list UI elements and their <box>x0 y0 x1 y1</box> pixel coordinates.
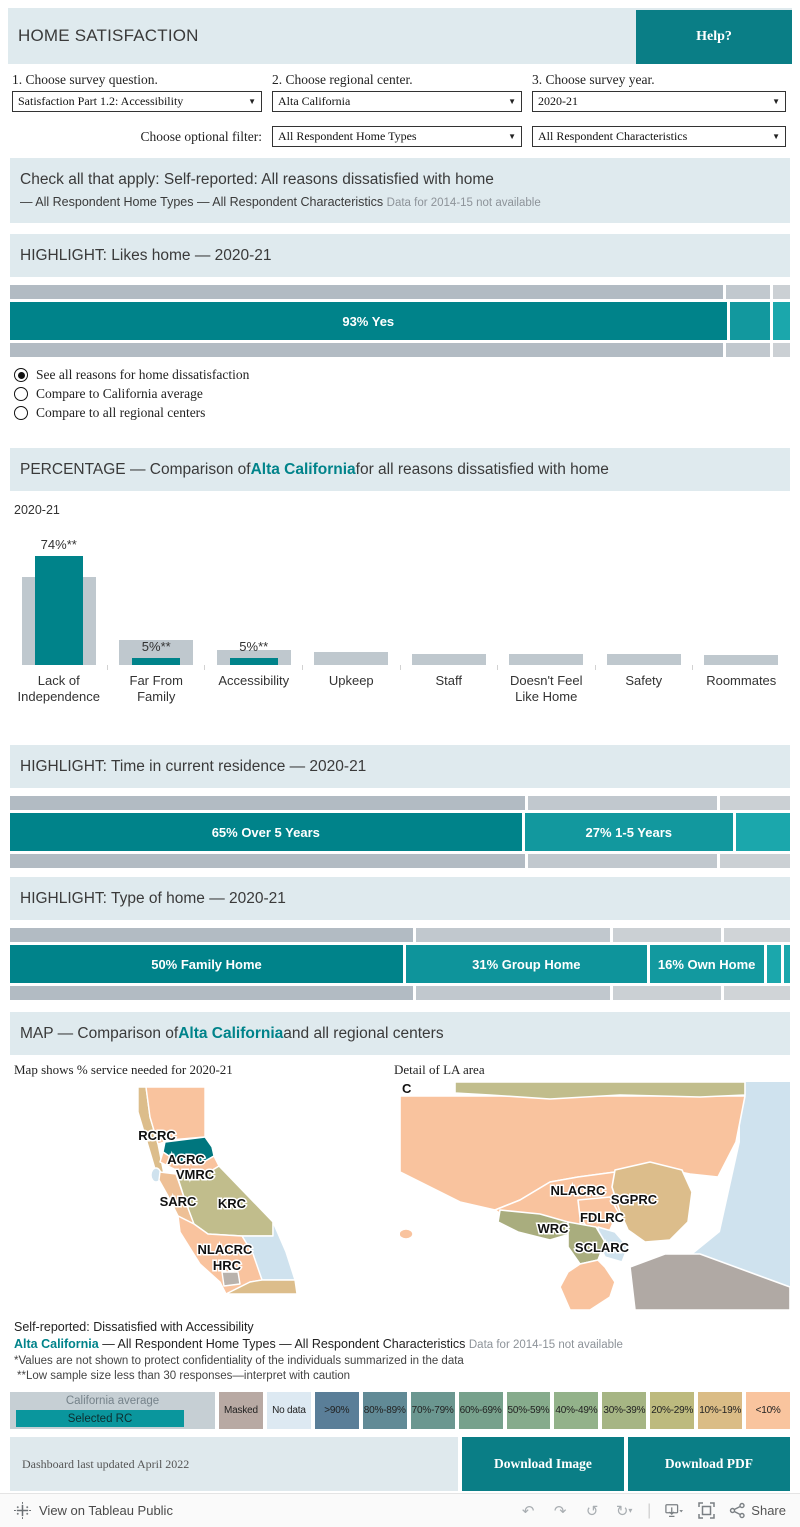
map-region-label: HRC <box>212 1258 242 1273</box>
chart-year-label: 2020-21 <box>14 503 60 517</box>
bar-segment[interactable]: 16% Own Home <box>650 945 764 983</box>
map-region-label: VMRC <box>175 1167 215 1182</box>
legend-swatch: 70%-79% <box>411 1392 455 1429</box>
color-legend <box>10 1392 790 1429</box>
help-button[interactable]: Help? <box>636 10 792 64</box>
comparison-segment[interactable] <box>10 285 723 299</box>
bar-segment[interactable]: 27% 1-5 Years <box>525 813 733 851</box>
selected-rc-name: Alta California <box>250 460 356 478</box>
footnote-confidentiality: *Values are not shown to protect confidentiality of the individuals summarized in the data <box>14 1355 464 1367</box>
filter-survey-year <box>532 72 786 112</box>
toolbar-divider: | <box>647 1501 652 1519</box>
section-text: and all regional centers <box>283 1024 444 1042</box>
legend-selected-rc-key <box>10 1392 215 1429</box>
section-type-home: HIGHLIGHT: Type of home — 2020-21 <box>10 877 790 920</box>
footnote-note: Data for 2014-15 not available <box>468 1339 623 1351</box>
legend-swatch: 20%-29% <box>650 1392 694 1429</box>
toolbar-actions <box>519 1502 786 1520</box>
radio-icon <box>14 387 28 401</box>
bar-segment[interactable]: 31% Group Home <box>406 945 647 983</box>
selected-value: All Respondent Home Types <box>278 129 417 143</box>
section-percentage <box>10 448 790 491</box>
radio-label: Compare to California average <box>36 386 203 401</box>
survey-year-select[interactable] <box>532 91 786 112</box>
california-average-bar[interactable] <box>607 654 681 665</box>
chart-column[interactable] <box>108 527 206 665</box>
map-left-caption: Map shows % service needed for 2020-21 <box>14 1062 233 1077</box>
radio-compare-all-rc[interactable] <box>14 405 786 421</box>
section-text: MAP — Comparison of <box>20 1024 179 1042</box>
comparison-segment[interactable] <box>773 285 790 299</box>
map-captions <box>0 1062 800 1078</box>
undo-icon[interactable]: ↶ <box>521 1502 535 1520</box>
percentage-bar-chart <box>10 527 790 705</box>
type-home-stacked-bar[interactable] <box>10 928 790 1000</box>
home-types-select[interactable] <box>272 126 522 147</box>
comparison-bar[interactable] <box>10 796 790 810</box>
map-region-label: FDLRC <box>579 1210 625 1225</box>
comparison-segment[interactable] <box>720 854 790 868</box>
section-map <box>10 1012 790 1055</box>
comparison-segment[interactable] <box>613 928 721 942</box>
map-partial-label: C <box>402 1082 412 1096</box>
map-region-label: SARC <box>159 1194 197 1209</box>
chart-column[interactable] <box>595 527 693 665</box>
radio-see-all-reasons[interactable] <box>14 367 786 383</box>
banner-note: Data for 2014-15 not available <box>386 197 541 209</box>
comparison-segment[interactable] <box>724 928 790 942</box>
value-bar[interactable] <box>10 813 790 851</box>
bar-value-label: 74%** <box>40 537 77 553</box>
banner-question: Check all that apply: Self-reported: All reasons dissatisfied with home <box>20 171 494 188</box>
filter-label: 3. Choose survey year. <box>532 72 655 87</box>
california-map[interactable] <box>10 1082 400 1310</box>
chart-column[interactable] <box>10 527 108 665</box>
map-region-label: NLACRC <box>550 1183 606 1198</box>
characteristics-select[interactable] <box>532 126 786 147</box>
la-detail-map[interactable] <box>400 1082 790 1310</box>
section-text: for all reasons dissatisfied with home <box>355 460 609 478</box>
chart-category-labels <box>10 673 790 705</box>
refresh-icon[interactable]: ↻ ▾ <box>615 1502 633 1520</box>
category-label: Far From Family <box>129 673 183 704</box>
header <box>8 8 792 64</box>
legend-swatch: 10%-19% <box>698 1392 742 1429</box>
map-region-label: NLACRC <box>197 1242 253 1257</box>
legend-swatch: <10% <box>746 1392 790 1429</box>
la-map-svg <box>400 1082 790 1310</box>
selected-value: 2020-21 <box>538 94 578 108</box>
comparison-segment[interactable] <box>613 986 721 1000</box>
chart-column[interactable] <box>400 527 498 665</box>
legend-selected-rc: Selected RC <box>16 1410 184 1427</box>
comparison-bar[interactable] <box>10 986 790 1000</box>
category-label: Safety <box>625 673 663 688</box>
chevron-down-icon: ▼ <box>508 97 516 106</box>
share-button[interactable] <box>729 1502 786 1520</box>
bar-segment[interactable] <box>730 302 770 340</box>
chevron-down-icon: ▼ <box>508 132 516 141</box>
legend-swatch: >90% <box>315 1392 359 1429</box>
share-label: Share <box>751 1503 786 1518</box>
comparison-segment[interactable] <box>726 285 770 299</box>
footnote-low-sample: **Low sample size less than 30 responses—interpret with caution <box>17 1370 351 1382</box>
bar-segment[interactable] <box>767 945 781 983</box>
selected-value: Alta California <box>278 94 351 108</box>
filter-label: 1. Choose survey question. <box>12 72 158 87</box>
view-on-tableau-label: View on Tableau Public <box>39 1503 173 1518</box>
map-region-label: SCLARC <box>574 1240 630 1255</box>
radio-label: Compare to all regional centers <box>36 405 206 420</box>
selected-rc-name: Alta California <box>14 1337 99 1351</box>
chevron-down-icon: ▼ <box>772 132 780 141</box>
comparison-segment[interactable] <box>10 343 723 357</box>
section-text: PERCENTAGE — Comparison of <box>20 460 251 478</box>
comparison-segment[interactable] <box>528 854 717 868</box>
section-likes-home: HIGHLIGHT: Likes home — 2020-21 <box>10 234 790 277</box>
optional-filter-label: Choose optional filter: <box>140 128 262 144</box>
comparison-segment[interactable] <box>10 928 413 942</box>
legend-california-average: California average <box>65 1395 160 1407</box>
value-bar[interactable] <box>10 945 790 983</box>
selected-rc-bar[interactable] <box>230 658 278 665</box>
category-label: Doesn't Feel Like Home <box>509 673 583 704</box>
banner-filters <box>20 195 780 209</box>
map-region-label: ACRC <box>167 1152 205 1167</box>
map-row <box>0 1082 800 1310</box>
map-region-label: KRC <box>217 1196 247 1211</box>
download-image-button[interactable]: Download Image <box>462 1437 624 1491</box>
question-banner <box>10 158 790 223</box>
radio-icon <box>14 368 28 382</box>
category-label: Roommates <box>706 673 777 688</box>
comparison-bar[interactable] <box>10 854 790 868</box>
tableau-toolbar <box>0 1493 800 1527</box>
download-pdf-button[interactable]: Download PDF <box>628 1437 790 1491</box>
comparison-bar[interactable] <box>10 928 790 942</box>
bar-segment[interactable]: 65% Over 5 Years <box>10 813 522 851</box>
last-updated-text: Dashboard last updated April 2022 <box>10 1437 458 1491</box>
value-bar[interactable] <box>10 302 790 340</box>
chart-column[interactable] <box>693 527 791 665</box>
download-icon[interactable] <box>665 1502 683 1520</box>
radio-label: See all reasons for home dissatisfaction <box>36 367 250 382</box>
page-title: HOME SATISFACTION <box>18 26 199 45</box>
filter-row <box>12 72 788 112</box>
map-right-caption: Detail of LA area <box>394 1062 485 1077</box>
selected-value: Satisfaction Part 1.2: Accessibility <box>18 94 184 108</box>
reset-icon[interactable]: ↺ <box>585 1502 599 1520</box>
chart-column[interactable] <box>205 527 303 665</box>
california-average-bar[interactable] <box>704 655 778 665</box>
footnote-question: Self-reported: Dissatisfied with Accessibility <box>14 1320 254 1334</box>
selected-rc-name: Alta California <box>178 1024 284 1042</box>
filter-regional-center <box>272 72 522 112</box>
selected-rc-bar[interactable] <box>132 658 180 665</box>
comparison-segment[interactable] <box>416 986 610 1000</box>
california-average-bar[interactable] <box>509 654 583 665</box>
legend-swatch: 30%-39% <box>602 1392 646 1429</box>
map-region-label: SGPRC <box>610 1192 658 1207</box>
comparison-bar[interactable] <box>10 343 790 357</box>
footnote-filters <box>14 1337 800 1351</box>
footnote-filter-text: — All Respondent Home Types — All Respondent Characteristics <box>102 1337 466 1351</box>
bar-segment[interactable]: 93% Yes <box>10 302 727 340</box>
bar-segment[interactable] <box>773 302 790 340</box>
bar-segment[interactable] <box>784 945 790 983</box>
dashboard-footer <box>10 1437 790 1491</box>
likes-home-stacked-bar[interactable] <box>10 285 790 357</box>
map-region-label: RCRC <box>138 1128 176 1143</box>
comparison-segment[interactable] <box>10 986 413 1000</box>
section-time-residence: HIGHLIGHT: Time in current residence — 2020-21 <box>10 745 790 788</box>
filter-survey-question <box>12 72 262 112</box>
survey-question-select[interactable] <box>12 91 262 112</box>
comparison-segment[interactable] <box>416 928 610 942</box>
radio-icon <box>14 406 28 420</box>
selected-value: All Respondent Characteristics <box>538 129 688 143</box>
optional-filter-row <box>12 126 788 147</box>
chart-column[interactable] <box>303 527 401 665</box>
comparison-segment[interactable] <box>10 796 525 810</box>
chevron-down-icon: ▼ <box>248 97 256 106</box>
comparison-segment[interactable] <box>726 343 770 357</box>
time-residence-stacked-bar[interactable] <box>10 796 790 868</box>
fullscreen-icon[interactable] <box>697 1502 715 1520</box>
chart-column[interactable] <box>498 527 596 665</box>
comparison-segment[interactable] <box>528 796 717 810</box>
bar-value-label: 5%** <box>141 638 171 654</box>
comparison-segment[interactable] <box>720 796 790 810</box>
legend-swatch: 50%-59% <box>507 1392 551 1429</box>
california-average-bar[interactable] <box>314 652 388 665</box>
bar-segment[interactable]: 50% Family Home <box>10 945 403 983</box>
comparison-segment[interactable] <box>10 854 525 868</box>
redo-icon[interactable]: ↷ <box>553 1502 567 1520</box>
california-average-bar[interactable] <box>412 654 486 665</box>
comparison-segment[interactable] <box>773 343 790 357</box>
comparison-segment[interactable] <box>724 986 790 1000</box>
legend-swatch: 60%-69% <box>459 1392 503 1429</box>
legend-swatch: 80%-89% <box>363 1392 407 1429</box>
footnotes <box>14 1320 800 1382</box>
category-label: Staff <box>435 673 462 688</box>
category-label: Lack of Independence <box>17 673 100 704</box>
map-region-label: WRC <box>537 1221 569 1236</box>
tableau-logo-icon <box>14 1502 31 1519</box>
bar-value-label: 5%** <box>239 638 269 654</box>
radio-group <box>14 367 786 421</box>
regional-center-select[interactable] <box>272 91 522 112</box>
bar-segment[interactable] <box>736 813 790 851</box>
legend-swatch: Masked <box>219 1392 263 1429</box>
radio-compare-california[interactable] <box>14 386 786 402</box>
banner-filter-text: — All Respondent Home Types — All Respondent Characteristics <box>20 195 384 209</box>
legend-swatch: 40%-49% <box>554 1392 598 1429</box>
filter-label: 2. Choose regional center. <box>272 72 413 87</box>
legend-swatch: No data <box>267 1392 311 1429</box>
view-on-tableau-link[interactable] <box>14 1502 173 1519</box>
california-map-svg <box>10 1082 400 1310</box>
chart-plot-area <box>10 527 790 665</box>
selected-rc-bar[interactable] <box>35 556 83 665</box>
chart-axis-ticks <box>10 665 790 670</box>
category-label: Upkeep <box>328 673 374 688</box>
comparison-bar[interactable] <box>10 285 790 299</box>
category-label: Accessibility <box>218 673 290 688</box>
chevron-down-icon: ▼ <box>772 97 780 106</box>
